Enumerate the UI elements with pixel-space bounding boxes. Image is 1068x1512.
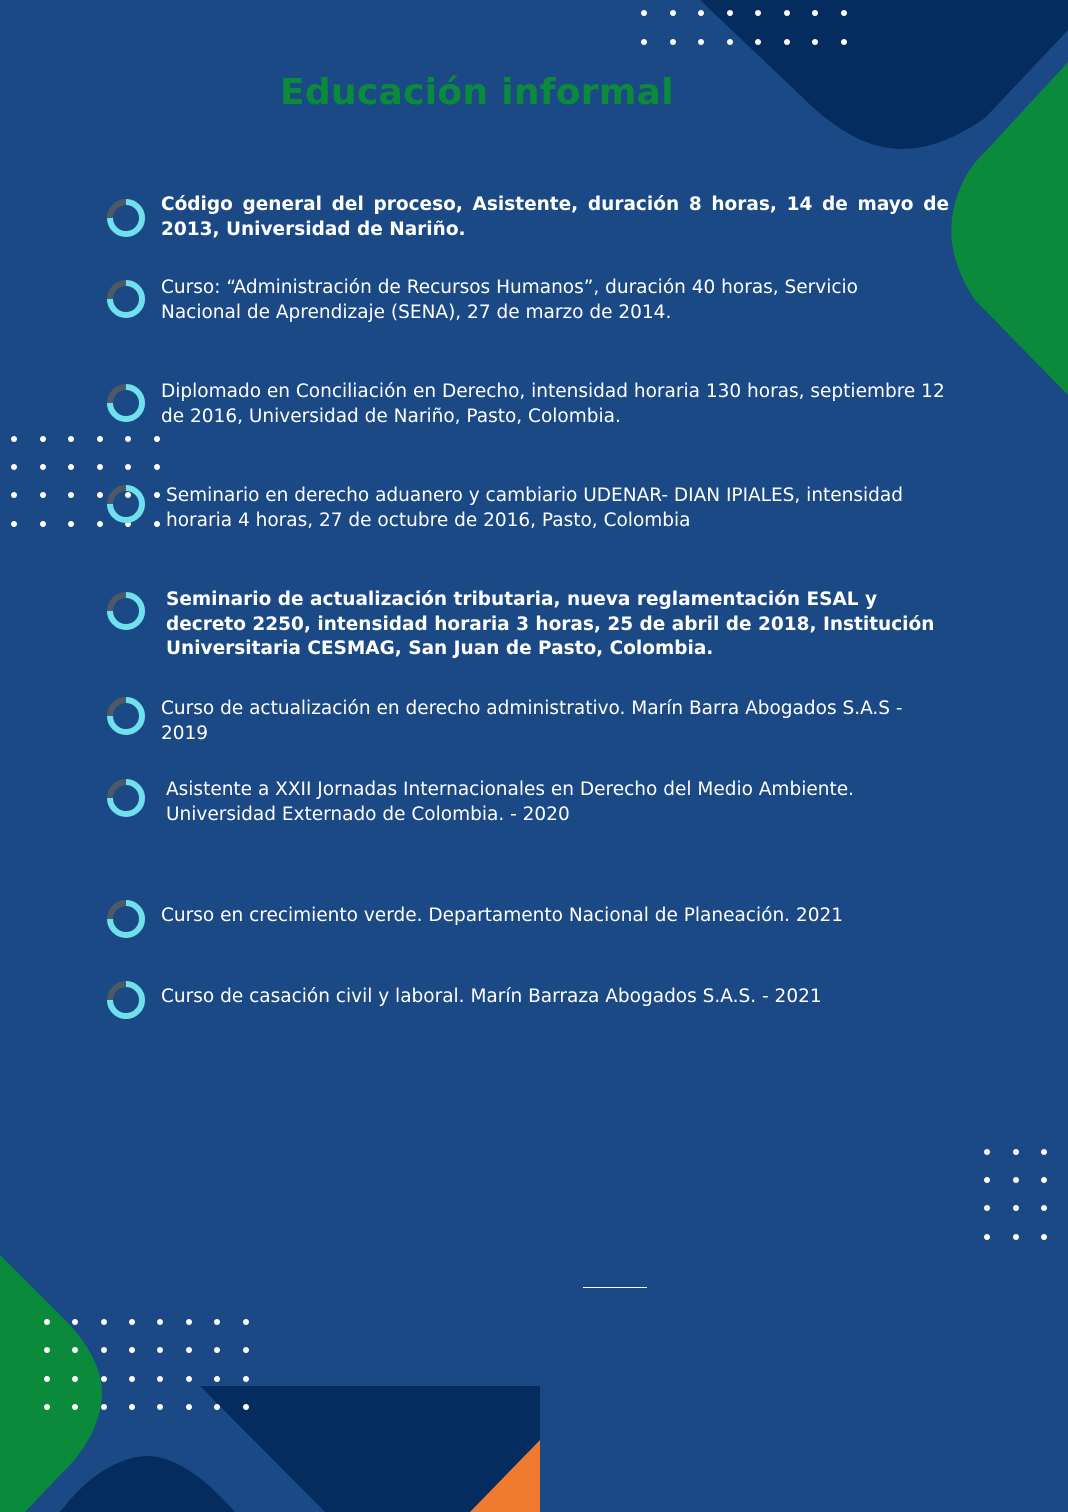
progress-ring-icon — [104, 694, 148, 738]
page-title: Educación informal — [280, 72, 674, 113]
progress-ring-icon — [104, 482, 148, 526]
list-item-text: Curso de actualización en derecho administrativo. Marín Barra Abogados S.A.S - 2019 — [161, 698, 903, 744]
progress-ring-icon — [104, 978, 148, 1022]
progress-ring-icon — [104, 897, 148, 941]
list-item-text: Seminario en derecho aduanero y cambiario UDENAR- DIAN IPIALES, intensidad horaria 4 horas, 27 de octubre de 2016, Pasto, Colombia — [166, 485, 904, 531]
list-item-text: Curso de casación civil y laboral. Marín Barraza Abogados S.A.S. - 2021 — [161, 986, 822, 1007]
list-item-text: Código general del proceso, Asistente, duración 8 horas, 14 de mayo de 2013, Universidad de Nariño. — [161, 194, 949, 240]
bottom-navy-mound — [60, 1456, 235, 1512]
dot-grid-bottom — [38, 1313, 258, 1413]
dot-grid-right — [978, 1143, 1058, 1243]
dot-grid-left — [5, 430, 175, 540]
list-item-text: Seminario de actualización tributaria, nueva reglamentación ESAL y decreto 2250, intensidad horaria 3 horas, 25 de abril de 2018, Institución Universitaria CESMAG, San Juan de Pasto, Colombia. — [166, 589, 935, 659]
list-item-text: Diplomado en Conciliación en Derecho, intensidad horaria 130 horas, septiembre 12 de 2016, Universidad de Nariño, Pasto, Colombia. — [161, 381, 945, 427]
progress-ring-icon — [104, 196, 148, 240]
dot-grid-top — [635, 5, 865, 55]
progress-ring-icon — [104, 589, 148, 633]
footer-divider — [583, 1287, 647, 1288]
list-item-text: Curso en crecimiento verde. Departamento Nacional de Planeación. 2021 — [161, 905, 844, 926]
progress-ring-icon — [104, 277, 148, 321]
list-item-text: Curso: “Administración de Recursos Humanos”, duración 40 horas, Servicio Nacional de Aprendizaje (SENA), 27 de marzo de 2014. — [161, 277, 859, 323]
progress-ring-icon — [104, 776, 148, 820]
list-item-text: Asistente a XXII Jornadas Internacionales en Derecho del Medio Ambiente. Universidad Externado de Colombia. - 2020 — [166, 779, 854, 825]
progress-ring-icon — [104, 381, 148, 425]
